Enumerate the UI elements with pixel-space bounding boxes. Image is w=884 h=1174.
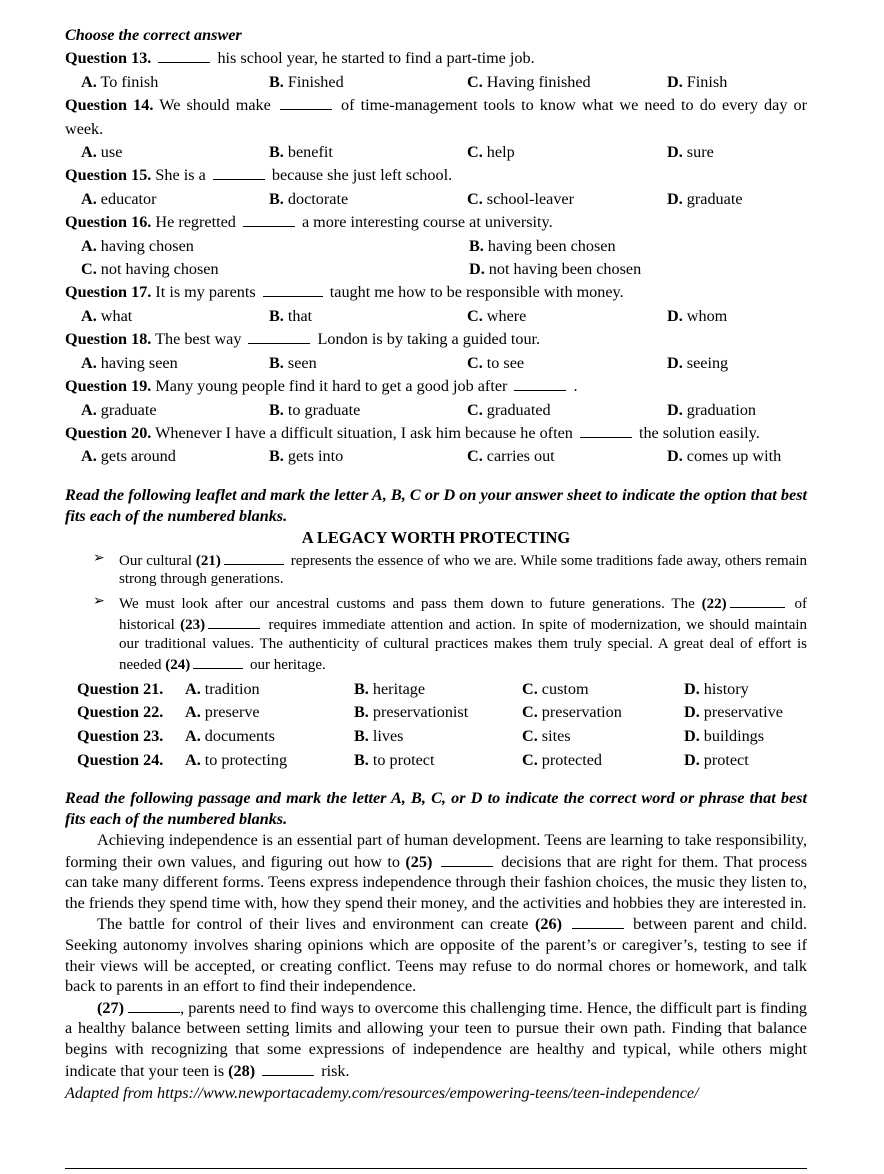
source-citation: Adapted from https://www.newportacademy.com/resources/empowering-teens/teen-independence/	[65, 1084, 699, 1103]
footer-divider	[65, 1168, 807, 1169]
arrow-bullet-icon: ➢	[93, 549, 105, 566]
option-a[interactable]: A. having seen	[81, 353, 178, 372]
answer-blank	[193, 653, 243, 669]
option-d[interactable]: D. comes up with	[667, 447, 782, 466]
options-16	[65, 235, 807, 282]
section-heading-passage: Read the following passage and mark the letter A, B, C, or D to indicate the correct word or phrase that best fits each of the numbered blanks.	[65, 789, 807, 829]
option-b[interactable]: B. gets into	[269, 447, 344, 466]
answer-blank	[263, 281, 323, 297]
leaflet-item: ➢ Our cultural (21) represents the essence of who we are. While some traditions fade away, others remain strong through generations.	[93, 549, 808, 588]
leaflet-questions	[65, 678, 807, 772]
question-13	[65, 47, 807, 70]
answer-blank	[213, 164, 265, 180]
option-d[interactable]: D. whom	[667, 306, 728, 325]
blank-number: (24)	[165, 657, 191, 674]
answer-blank	[580, 422, 632, 438]
arrow-bullet-icon: ➢	[93, 592, 105, 609]
question-16: Question 16. He regretted a more interesting course at university.	[65, 213, 553, 232]
question-number: Question 18.	[65, 330, 152, 349]
section-heading-leaflet: Read the following leaflet and mark the letter A, B, C or D on your answer sheet to indicate the option that best fits each of the numbered blanks.	[65, 485, 807, 525]
option-a[interactable]: A. having chosen	[81, 236, 194, 255]
answer-blank	[280, 94, 332, 110]
option-b[interactable]: B. Finished	[269, 72, 344, 91]
option-d[interactable]: D. not having been chosen	[469, 260, 642, 279]
leaflet-list	[65, 549, 807, 675]
option-c[interactable]: C. school-leaver	[467, 189, 574, 208]
option-a[interactable]: A. use	[81, 143, 123, 162]
option-d[interactable]: D. buildings	[684, 726, 765, 745]
question-14: Question 14. We should make of time-management tools to know what we need to do every day or week.	[65, 96, 807, 138]
option-c[interactable]: C. help	[467, 143, 515, 162]
answer-blank	[208, 613, 260, 629]
blank-number: (21)	[195, 552, 221, 569]
option-c[interactable]: C. carries out	[467, 447, 555, 466]
question-number: Question 17.	[65, 283, 152, 302]
option-d[interactable]: D. graduate	[667, 189, 743, 208]
answer-blank	[572, 913, 624, 929]
option-c[interactable]: C. not having chosen	[81, 260, 219, 279]
option-a[interactable]: A. preserve	[185, 703, 260, 722]
answer-blank	[730, 592, 785, 608]
option-d[interactable]: D. Finish	[667, 72, 728, 91]
question-20: Question 20. Whenever I have a difficult situation, I ask him because he often the solution easily.	[65, 423, 760, 442]
question-number: Question 24.	[77, 750, 164, 769]
options-17	[65, 305, 807, 328]
option-d[interactable]: D. seeing	[667, 353, 729, 372]
question-15: Question 15. She is a because she just left school.	[65, 166, 453, 185]
option-a[interactable]: A. graduate	[81, 400, 157, 419]
option-a[interactable]: A. tradition	[185, 679, 260, 698]
option-b[interactable]: B. seen	[269, 353, 317, 372]
options-20	[65, 445, 807, 468]
question-number: Question 15.	[65, 166, 152, 185]
answer-blank	[248, 328, 310, 344]
leaflet-title: A LEGACY WORTH PROTECTING	[301, 527, 571, 547]
option-d[interactable]: D. preservative	[684, 703, 783, 722]
option-c[interactable]: C. sites	[522, 726, 571, 745]
option-b[interactable]: B. having been chosen	[469, 236, 616, 255]
blank-number: (28)	[228, 1061, 256, 1080]
option-b[interactable]: B. benefit	[269, 143, 333, 162]
blank-number: (23)	[180, 617, 206, 634]
question-number: Question 13.	[65, 49, 152, 68]
option-c[interactable]: C. graduated	[467, 400, 551, 419]
options-14	[65, 141, 807, 164]
question-number: Question 19.	[65, 377, 152, 396]
option-a[interactable]: A. to protecting	[185, 750, 288, 769]
question-18: Question 18. The best way London is by taking a guided tour.	[65, 330, 541, 349]
answer-blank	[243, 211, 295, 227]
question-number: Question 14.	[65, 96, 154, 115]
passage-paragraph: Achieving independence is an essential part of human development. Teens are learning to take responsibility, forming their own values, and figuring out how to (25) decisions that are right for them. That process can take many different forms. Teens express independence through their fashion choices, the music they listen to, the friends they spend time with, how they spend their money, and the activities and hobbies they are interested in.	[65, 831, 808, 912]
option-c[interactable]: C. Having finished	[467, 72, 591, 91]
answer-blank	[262, 1060, 314, 1076]
options-13	[65, 71, 807, 94]
option-a[interactable]: A. To finish	[81, 72, 159, 91]
option-a[interactable]: A. documents	[185, 726, 275, 745]
option-d[interactable]: D. graduation	[667, 400, 757, 419]
option-b[interactable]: B. to graduate	[269, 400, 361, 419]
question-number: Question 22.	[77, 703, 164, 722]
answer-blank	[441, 851, 493, 867]
option-c[interactable]: C. where	[467, 306, 527, 325]
question-number: Question 21.	[77, 679, 164, 698]
options-18	[65, 352, 807, 375]
option-d[interactable]: D. protect	[684, 750, 749, 769]
leaflet-item: ➢ We must look after our ancestral customs and pass them down to future generations. The (22) of historical (23) requires immediate attention and action. In spite of modernization, we should maintain our traditional values. The authenticity of cultural practices makes them truly special. A great deal of effort is needed (24) our heritage.	[93, 592, 808, 674]
blank-number: (26)	[535, 915, 563, 934]
passage-paragraph: (27) , parents need to find ways to overcome this challenging time. Hence, the difficult part is finding a healthy balance between setting limits and allowing your teen to pursue their own path. Finding that balance begins with recognizing that some expressions of independence are healthy and typical, while others might indicate that your teen is (28) risk.	[65, 998, 808, 1080]
option-a[interactable]: A. gets around	[81, 447, 176, 466]
blank-number: (22)	[701, 595, 727, 612]
passage-paragraph: The battle for control of their lives and environment can create (26) between parent and child. Seeking autonomy involves sharing opinions which are opposite of the parent’s or caregiver’s, testing to see if their views will be accepted, or creating conflict. Teens may refuse to do normal chores or homework, and talk back to parents in an effort to find their independence.	[65, 915, 807, 996]
blank-number: (27)	[97, 998, 124, 1017]
option-b[interactable]: B. lives	[354, 726, 404, 745]
options-15	[65, 188, 807, 211]
reading-passage	[65, 830, 807, 1081]
option-b[interactable]: B. heritage	[354, 679, 426, 698]
question-number: Question 20.	[65, 423, 152, 442]
question-17: Question 17. It is my parents taught me how to be responsible with money.	[65, 283, 624, 302]
answer-blank	[224, 549, 284, 565]
option-c[interactable]: C. to see	[467, 353, 525, 372]
option-c[interactable]: C. custom	[522, 679, 589, 698]
answer-blank	[128, 997, 180, 1013]
blank-number: (25)	[405, 852, 433, 871]
option-d[interactable]: D. sure	[667, 143, 714, 162]
option-c[interactable]: C. protected	[522, 750, 603, 769]
option-a[interactable]: A. what	[81, 306, 133, 325]
option-c[interactable]: C. preservation	[522, 703, 622, 722]
question-number: Question 16.	[65, 213, 152, 232]
worksheet-page	[65, 24, 807, 1103]
option-b[interactable]: B. preservationist	[354, 703, 469, 722]
option-b[interactable]: B. doctorate	[269, 189, 349, 208]
options-19	[65, 399, 807, 422]
answer-blank	[158, 47, 210, 63]
question-number: Question 23.	[77, 726, 164, 745]
option-b[interactable]: B. to protect	[354, 750, 435, 769]
option-a[interactable]: A. educator	[81, 189, 157, 208]
section-heading-choose: Choose the correct answer	[65, 26, 242, 44]
option-b[interactable]: B. that	[269, 306, 313, 325]
question-19: Question 19. Many young people find it hard to get a good job after .	[65, 377, 578, 396]
option-d[interactable]: D. history	[684, 679, 749, 698]
question-text: his school year, he started to find a part-time job.	[217, 49, 535, 68]
answer-blank	[514, 375, 566, 391]
